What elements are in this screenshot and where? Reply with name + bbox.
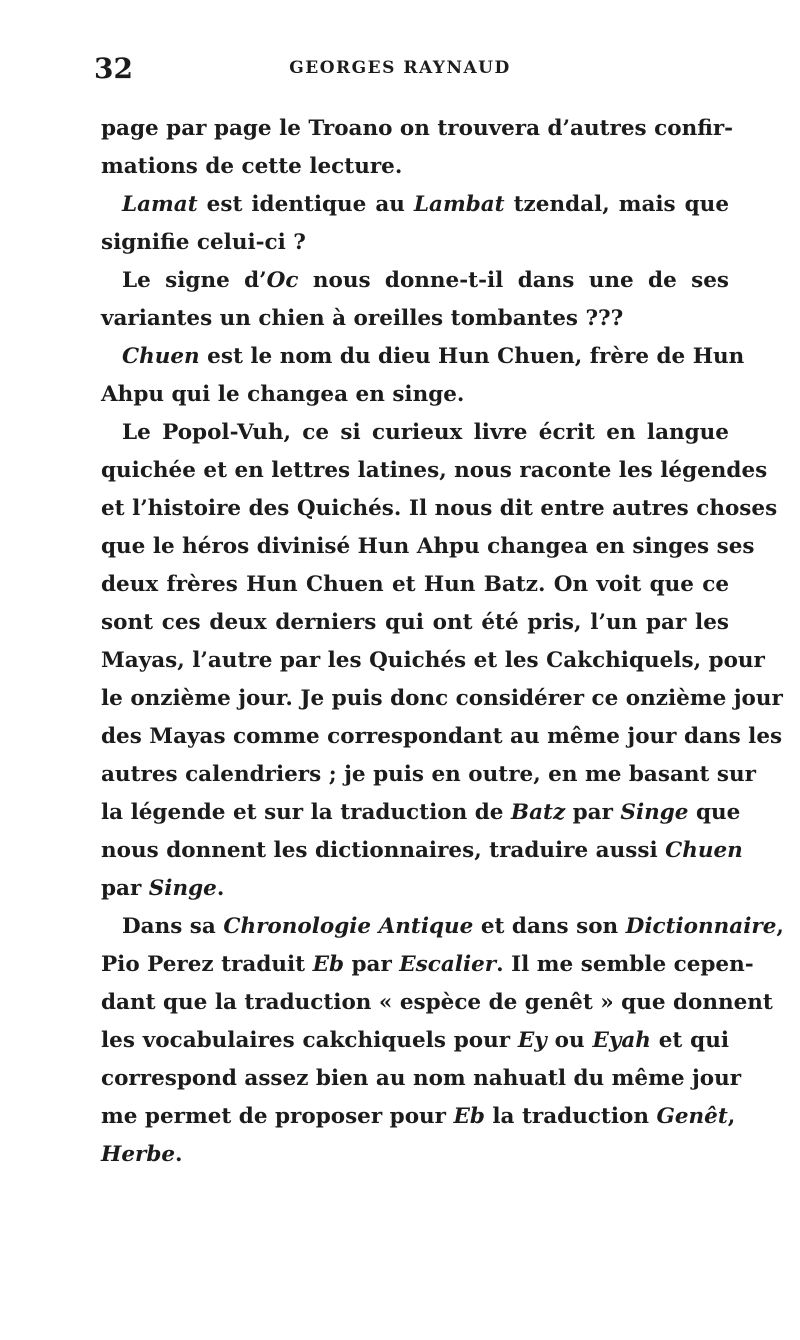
text-line: Pio Perez traduit Eb par Escalier. Il me semble cepen- [101, 952, 754, 977]
text-line: sont ces deux derniers qui ont été pris, l’un par les [101, 610, 729, 635]
italic-term: Herbe [101, 1142, 176, 1167]
italic-term: Genêt [656, 1104, 728, 1129]
page-number: 32 [94, 52, 133, 85]
text-line: mations de cette lecture. [101, 154, 403, 179]
italic-term: Chronologie Antique [223, 914, 474, 939]
text-line: variantes un chien à oreilles tombantes ??? [101, 306, 624, 331]
text-line: des Mayas comme correspondant au même jour dans les [101, 724, 783, 749]
text-line: autres calendriers ; je puis en outre, en me basant sur [101, 762, 756, 787]
text-line: la légende et sur la traduction de Batz par Singe que [101, 800, 741, 825]
italic-term: Eb [312, 952, 344, 977]
italic-term: Eb [453, 1104, 485, 1129]
text-line: que le héros divinisé Hun Ahpu changea en singes ses [101, 534, 755, 559]
text-line: dant que la traduction « espèce de genêt » que donnent [101, 990, 773, 1015]
italic-term: Chuen [665, 838, 743, 863]
text-line: Ahpu qui le changea en singe. [101, 382, 465, 407]
text-line: me permet de proposer pour Eb la traduction Genêt, [101, 1104, 736, 1129]
italic-term: Chuen [122, 344, 200, 369]
text-line: page par page le Troano on trouvera d’autres confir- [101, 116, 734, 141]
text-line: le onzième jour. Je puis donc considérer ce onzième jour [101, 686, 783, 711]
text-line: nous donnent les dictionnaires, traduire aussi Chuen [101, 838, 743, 863]
text-line: Le signe d’Oc nous donne-t-il dans une de ses [122, 268, 729, 293]
body-text [101, 110, 784, 1174]
text-line: correspond assez bien au nom nahuatl du même jour [101, 1066, 742, 1091]
italic-term: Dictionnaire [625, 914, 777, 939]
text-line: Le Popol-Vuh, ce si curieux livre écrit en langue [122, 420, 729, 445]
text-line: par Singe. [101, 876, 225, 901]
text-line: Chuen est le nom du dieu Hun Chuen, frère de Hun [122, 344, 745, 369]
italic-term: Singe [148, 876, 217, 901]
italic-term: Singe [620, 800, 689, 825]
text-line: signifie celui-ci ? [101, 230, 306, 255]
text-line: Herbe. [101, 1142, 183, 1167]
italic-term: Lambat [413, 192, 505, 217]
page-header [0, 52, 800, 92]
text-line: Mayas, l’autre par les Quichés et les Cakchiquels, pour [101, 648, 765, 673]
text-line: Dans sa Chronologie Antique et dans son Dictionnaire, [122, 914, 784, 939]
italic-term: Lamat [122, 192, 198, 217]
italic-term: Batz [510, 800, 566, 825]
text-line: quichée et en lettres latines, nous raconte les légendes [101, 458, 768, 483]
text-line: deux frères Hun Chuen et Hun Batz. On voit que ce [101, 572, 729, 597]
italic-term: Ey [517, 1028, 547, 1053]
text-line: Lamat est identique au Lambat tzendal, mais que [122, 192, 729, 217]
text-line: et l’histoire des Quichés. Il nous dit entre autres choses [101, 496, 778, 521]
italic-term: Eyah [592, 1028, 651, 1053]
italic-term: Escalier [399, 952, 497, 977]
text-line: les vocabulaires cakchiquels pour Ey ou Eyah et qui [101, 1028, 730, 1053]
running-head: GEORGES RAYNAUD [289, 58, 511, 78]
italic-term: Oc [266, 268, 299, 293]
